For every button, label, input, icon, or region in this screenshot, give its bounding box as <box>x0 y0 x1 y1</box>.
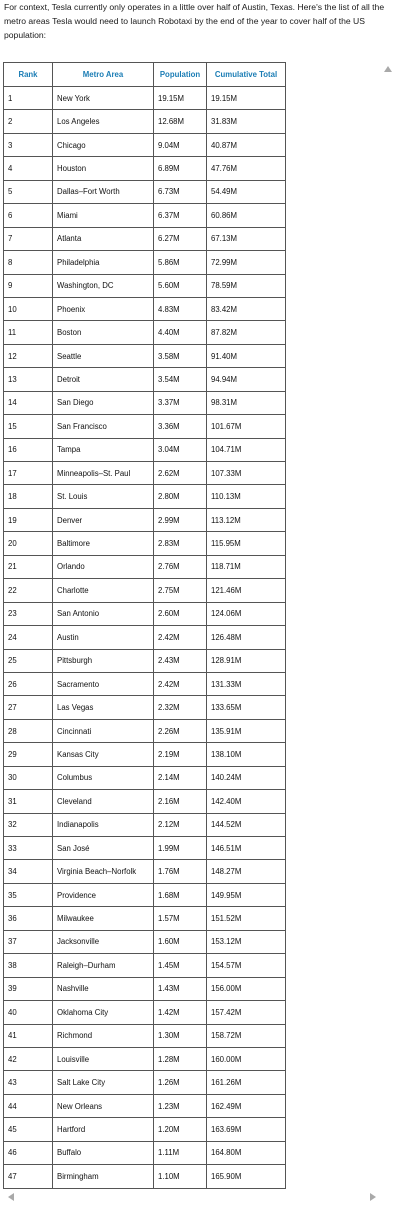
cumulative-total-cell: 154.57M <box>207 954 286 977</box>
rank-cell: 15 <box>4 415 53 438</box>
population-cell: 5.60M <box>154 274 207 297</box>
table-row <box>4 251 286 274</box>
metro-area-cell: Sacramento <box>53 672 154 695</box>
rank-cell: 8 <box>4 251 53 274</box>
table-row <box>4 743 286 766</box>
metro-area-cell: Nashville <box>53 977 154 1000</box>
metro-area-cell: Seattle <box>53 344 154 367</box>
table-row <box>4 1118 286 1141</box>
population-cell: 3.54M <box>154 368 207 391</box>
intro-text: For context, Tesla currently only operates in a little over half of Austin, Texas. Here's the list of all the metro areas Tesla would need to launch Robotaxi by the end of the year to cover half of the US population: <box>4 2 385 40</box>
rank-cell: 38 <box>4 954 53 977</box>
population-cell: 9.04M <box>154 133 207 156</box>
population-cell: 2.43M <box>154 649 207 672</box>
metro-area-cell: Buffalo <box>53 1141 154 1164</box>
population-cell: 2.83M <box>154 532 207 555</box>
population-cell: 1.60M <box>154 930 207 953</box>
table-row <box>4 813 286 836</box>
metro-area-cell: San José <box>53 837 154 860</box>
table-row <box>4 977 286 1000</box>
cumulative-total-cell: 104.71M <box>207 438 286 461</box>
metro-area-cell: Charlotte <box>53 579 154 602</box>
metro-area-cell: Pittsburgh <box>53 649 154 672</box>
cumulative-total-cell: 19.15M <box>207 87 286 110</box>
metro-area-cell: Denver <box>53 508 154 531</box>
population-cell: 2.42M <box>154 626 207 649</box>
rank-cell: 13 <box>4 368 53 391</box>
table-row <box>4 766 286 789</box>
cumulative-total-cell: 83.42M <box>207 297 286 320</box>
rank-cell: 35 <box>4 883 53 906</box>
metro-area-cell: Austin <box>53 626 154 649</box>
rank-cell: 43 <box>4 1071 53 1094</box>
metro-area-cell: Cincinnati <box>53 719 154 742</box>
rank-cell: 17 <box>4 462 53 485</box>
metro-area-cell: Detroit <box>53 368 154 391</box>
population-cell: 2.75M <box>154 579 207 602</box>
table-row <box>4 1165 286 1188</box>
population-cell: 1.57M <box>154 907 207 930</box>
cumulative-total-cell: 110.13M <box>207 485 286 508</box>
cumulative-total-cell: 151.52M <box>207 907 286 930</box>
cumulative-total-cell: 164.80M <box>207 1141 286 1164</box>
cumulative-total-cell: 31.83M <box>207 110 286 133</box>
metro-area-cell: San Francisco <box>53 415 154 438</box>
population-cell: 1.10M <box>154 1165 207 1188</box>
table-row <box>4 204 286 227</box>
population-cell: 1.42M <box>154 1001 207 1024</box>
cumulative-total-cell: 94.94M <box>207 368 286 391</box>
cumulative-total-cell: 72.99M <box>207 251 286 274</box>
column-header-rank: Rank <box>4 63 53 87</box>
cumulative-total-cell: 131.33M <box>207 672 286 695</box>
population-cell: 2.16M <box>154 790 207 813</box>
population-cell: 1.28M <box>154 1047 207 1070</box>
cumulative-total-cell: 148.27M <box>207 860 286 883</box>
table-row <box>4 883 286 906</box>
population-cell: 6.73M <box>154 180 207 203</box>
rank-cell: 22 <box>4 579 53 602</box>
cumulative-total-cell: 115.95M <box>207 532 286 555</box>
population-cell: 2.60M <box>154 602 207 625</box>
rank-cell: 24 <box>4 626 53 649</box>
rank-cell: 32 <box>4 813 53 836</box>
table-row <box>4 508 286 531</box>
cumulative-total-cell: 67.13M <box>207 227 286 250</box>
population-cell: 12.68M <box>154 110 207 133</box>
cumulative-total-cell: 87.82M <box>207 321 286 344</box>
metro-area-cell: Virginia Beach–Norfolk <box>53 860 154 883</box>
cumulative-total-cell: 118.71M <box>207 555 286 578</box>
rank-cell: 42 <box>4 1047 53 1070</box>
table-row <box>4 321 286 344</box>
rank-cell: 37 <box>4 930 53 953</box>
population-cell: 2.12M <box>154 813 207 836</box>
rank-cell: 9 <box>4 274 53 297</box>
rank-cell: 7 <box>4 227 53 250</box>
cumulative-total-cell: 138.10M <box>207 743 286 766</box>
cumulative-total-cell: 135.91M <box>207 719 286 742</box>
metro-area-cell: Columbus <box>53 766 154 789</box>
cumulative-total-cell: 160.00M <box>207 1047 286 1070</box>
metro-area-cell: Indianapolis <box>53 813 154 836</box>
table-row <box>4 790 286 813</box>
table-body <box>4 87 286 1189</box>
cumulative-total-cell: 133.65M <box>207 696 286 719</box>
rank-cell: 27 <box>4 696 53 719</box>
metro-area-cell: Richmond <box>53 1024 154 1047</box>
table-row <box>4 227 286 250</box>
population-cell: 2.14M <box>154 766 207 789</box>
cumulative-total-cell: 128.91M <box>207 649 286 672</box>
column-header-cumulative-total: Cumulative Total <box>207 63 286 87</box>
rank-cell: 23 <box>4 602 53 625</box>
population-cell: 6.89M <box>154 157 207 180</box>
table-row <box>4 719 286 742</box>
metro-area-cell: Baltimore <box>53 532 154 555</box>
rank-cell: 18 <box>4 485 53 508</box>
scroll-right-arrow-icon[interactable] <box>370 1193 376 1201</box>
rank-cell: 33 <box>4 837 53 860</box>
metro-area-cell: Cleveland <box>53 790 154 813</box>
population-cell: 6.27M <box>154 227 207 250</box>
table-row <box>4 438 286 461</box>
scroll-left-arrow-icon[interactable] <box>8 1193 14 1201</box>
metro-area-cell: Orlando <box>53 555 154 578</box>
metro-area-cell: New York <box>53 87 154 110</box>
cumulative-total-cell: 124.06M <box>207 602 286 625</box>
metro-area-cell: Philadelphia <box>53 251 154 274</box>
rank-cell: 45 <box>4 1118 53 1141</box>
rank-cell: 10 <box>4 297 53 320</box>
rank-cell: 26 <box>4 672 53 695</box>
table-row <box>4 87 286 110</box>
table-row <box>4 157 286 180</box>
metro-area-cell: Washington, DC <box>53 274 154 297</box>
population-cell: 19.15M <box>154 87 207 110</box>
population-cell: 3.36M <box>154 415 207 438</box>
cumulative-total-cell: 78.59M <box>207 274 286 297</box>
table-row <box>4 954 286 977</box>
cumulative-total-cell: 47.76M <box>207 157 286 180</box>
cumulative-total-cell: 54.49M <box>207 180 286 203</box>
metro-area-cell: San Diego <box>53 391 154 414</box>
cumulative-total-cell: 140.24M <box>207 766 286 789</box>
table-row <box>4 532 286 555</box>
population-cell: 6.37M <box>154 204 207 227</box>
table-row <box>4 274 286 297</box>
table-row <box>4 1001 286 1024</box>
table-row <box>4 907 286 930</box>
metro-area-cell: St. Louis <box>53 485 154 508</box>
rank-cell: 11 <box>4 321 53 344</box>
rank-cell: 6 <box>4 204 53 227</box>
metro-area-cell: Raleigh–Durham <box>53 954 154 977</box>
metro-area-cell: Salt Lake City <box>53 1071 154 1094</box>
population-cell: 2.76M <box>154 555 207 578</box>
population-cell: 2.42M <box>154 672 207 695</box>
table-row <box>4 297 286 320</box>
table-row <box>4 672 286 695</box>
cumulative-total-cell: 144.52M <box>207 813 286 836</box>
table-row <box>4 1071 286 1094</box>
population-cell: 4.40M <box>154 321 207 344</box>
table-row <box>4 485 286 508</box>
table-row <box>4 649 286 672</box>
rank-cell: 40 <box>4 1001 53 1024</box>
metro-area-cell: Louisville <box>53 1047 154 1070</box>
rank-cell: 16 <box>4 438 53 461</box>
cumulative-total-cell: 126.48M <box>207 626 286 649</box>
rank-cell: 44 <box>4 1094 53 1117</box>
rank-cell: 19 <box>4 508 53 531</box>
rank-cell: 5 <box>4 180 53 203</box>
metro-area-cell: Oklahoma City <box>53 1001 154 1024</box>
table-row <box>4 1047 286 1070</box>
scroll-up-arrow-icon[interactable] <box>384 66 392 72</box>
cumulative-total-cell: 91.40M <box>207 344 286 367</box>
population-cell: 1.68M <box>154 883 207 906</box>
population-cell: 2.32M <box>154 696 207 719</box>
metro-area-cell: Dallas–Fort Worth <box>53 180 154 203</box>
cumulative-total-cell: 161.26M <box>207 1071 286 1094</box>
rank-cell: 28 <box>4 719 53 742</box>
rank-cell: 31 <box>4 790 53 813</box>
rank-cell: 47 <box>4 1165 53 1188</box>
rank-cell: 46 <box>4 1141 53 1164</box>
table-row <box>4 1024 286 1047</box>
table-row <box>4 180 286 203</box>
metro-area-cell: Minneapolis–St. Paul <box>53 462 154 485</box>
population-cell: 2.26M <box>154 719 207 742</box>
cumulative-total-cell: 153.12M <box>207 930 286 953</box>
cumulative-total-cell: 98.31M <box>207 391 286 414</box>
cumulative-total-cell: 162.49M <box>207 1094 286 1117</box>
population-cell: 2.62M <box>154 462 207 485</box>
population-cell: 1.45M <box>154 954 207 977</box>
population-cell: 1.76M <box>154 860 207 883</box>
table-row <box>4 837 286 860</box>
metro-area-cell: Houston <box>53 157 154 180</box>
population-cell: 4.83M <box>154 297 207 320</box>
rank-cell: 29 <box>4 743 53 766</box>
table-row <box>4 415 286 438</box>
population-cell: 1.26M <box>154 1071 207 1094</box>
metro-area-cell: Jacksonville <box>53 930 154 953</box>
metro-area-cell: Boston <box>53 321 154 344</box>
cumulative-total-cell: 142.40M <box>207 790 286 813</box>
rank-cell: 14 <box>4 391 53 414</box>
population-cell: 2.99M <box>154 508 207 531</box>
metro-areas-table <box>3 62 286 1189</box>
table-header <box>4 63 286 87</box>
metro-area-cell: Las Vegas <box>53 696 154 719</box>
table-row <box>4 860 286 883</box>
rank-cell: 41 <box>4 1024 53 1047</box>
population-cell: 1.30M <box>154 1024 207 1047</box>
column-header-population: Population <box>154 63 207 87</box>
population-cell: 3.37M <box>154 391 207 414</box>
metro-area-cell: Hartford <box>53 1118 154 1141</box>
rank-cell: 3 <box>4 133 53 156</box>
population-cell: 1.43M <box>154 977 207 1000</box>
metro-area-cell: Milwaukee <box>53 907 154 930</box>
table-row <box>4 110 286 133</box>
rank-cell: 12 <box>4 344 53 367</box>
table-row <box>4 579 286 602</box>
population-cell: 5.86M <box>154 251 207 274</box>
population-cell: 2.80M <box>154 485 207 508</box>
metro-area-cell: Tampa <box>53 438 154 461</box>
metro-area-cell: Chicago <box>53 133 154 156</box>
column-header-metro-area: Metro Area <box>53 63 154 87</box>
cumulative-total-cell: 101.67M <box>207 415 286 438</box>
table-row <box>4 1094 286 1117</box>
cumulative-total-cell: 157.42M <box>207 1001 286 1024</box>
population-cell: 3.58M <box>154 344 207 367</box>
table-row <box>4 344 286 367</box>
rank-cell: 39 <box>4 977 53 1000</box>
metro-area-cell: Phoenix <box>53 297 154 320</box>
metro-area-cell: Providence <box>53 883 154 906</box>
table-row <box>4 626 286 649</box>
rank-cell: 20 <box>4 532 53 555</box>
cumulative-total-cell: 60.86M <box>207 204 286 227</box>
table-row <box>4 1141 286 1164</box>
population-cell: 1.23M <box>154 1094 207 1117</box>
table-row <box>4 696 286 719</box>
cumulative-total-cell: 113.12M <box>207 508 286 531</box>
cumulative-total-cell: 149.95M <box>207 883 286 906</box>
cumulative-total-cell: 156.00M <box>207 977 286 1000</box>
metro-area-cell: New Orleans <box>53 1094 154 1117</box>
rank-cell: 4 <box>4 157 53 180</box>
population-cell: 1.99M <box>154 837 207 860</box>
metro-area-cell: Miami <box>53 204 154 227</box>
metro-table-container <box>3 62 286 1189</box>
cumulative-total-cell: 40.87M <box>207 133 286 156</box>
table-row <box>4 462 286 485</box>
rank-cell: 25 <box>4 649 53 672</box>
header-row <box>4 63 286 87</box>
population-cell: 2.19M <box>154 743 207 766</box>
metro-area-cell: Birmingham <box>53 1165 154 1188</box>
population-cell: 1.11M <box>154 1141 207 1164</box>
cumulative-total-cell: 158.72M <box>207 1024 286 1047</box>
rank-cell: 30 <box>4 766 53 789</box>
rank-cell: 21 <box>4 555 53 578</box>
cumulative-total-cell: 121.46M <box>207 579 286 602</box>
table-row <box>4 133 286 156</box>
population-cell: 1.20M <box>154 1118 207 1141</box>
rank-cell: 34 <box>4 860 53 883</box>
table-row <box>4 368 286 391</box>
table-row <box>4 602 286 625</box>
table-row <box>4 391 286 414</box>
rank-cell: 36 <box>4 907 53 930</box>
metro-area-cell: Kansas City <box>53 743 154 766</box>
metro-area-cell: San Antonio <box>53 602 154 625</box>
metro-area-cell: Los Angeles <box>53 110 154 133</box>
table-row <box>4 930 286 953</box>
rank-cell: 1 <box>4 87 53 110</box>
rank-cell: 2 <box>4 110 53 133</box>
cumulative-total-cell: 146.51M <box>207 837 286 860</box>
cumulative-total-cell: 163.69M <box>207 1118 286 1141</box>
population-cell: 3.04M <box>154 438 207 461</box>
cumulative-total-cell: 107.33M <box>207 462 286 485</box>
table-row <box>4 555 286 578</box>
metro-area-cell: Atlanta <box>53 227 154 250</box>
cumulative-total-cell: 165.90M <box>207 1165 286 1188</box>
